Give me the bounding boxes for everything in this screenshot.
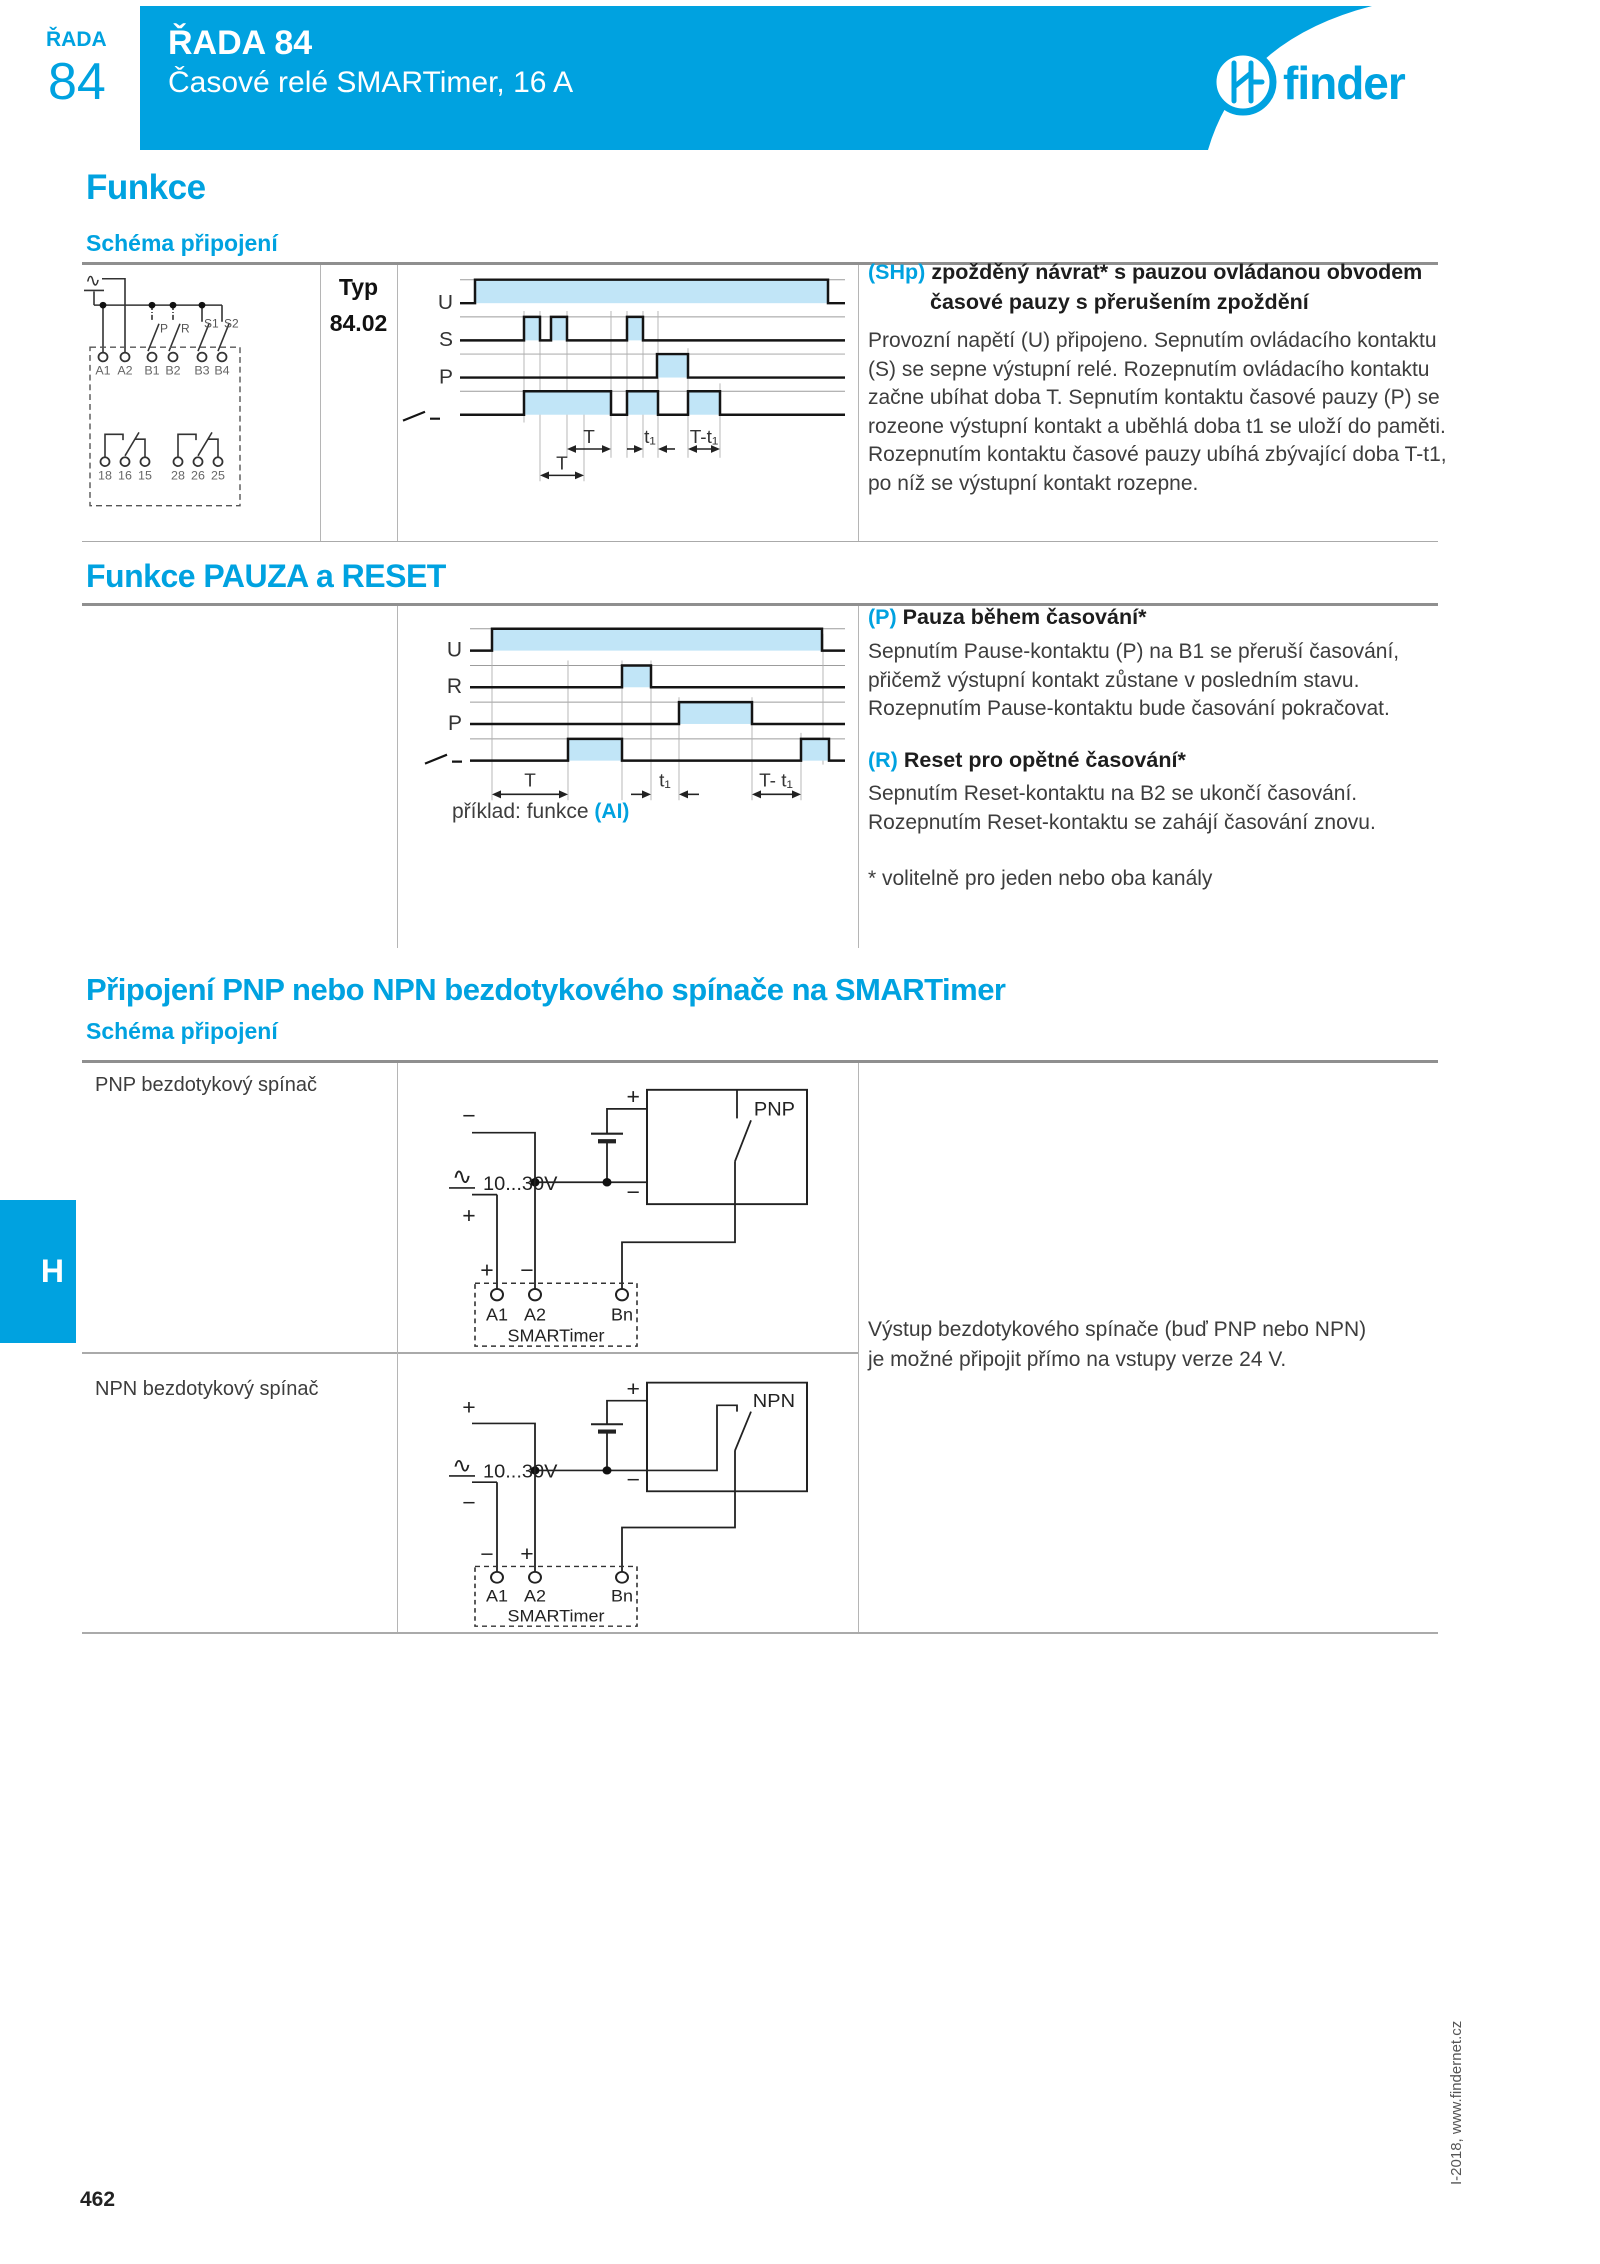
svg-text:B1: B1 <box>144 363 160 378</box>
pnp-row-label: PNP bezdotykový spínač <box>95 1074 317 1096</box>
row-labels <box>447 639 462 735</box>
svg-text:18: 18 <box>98 468 112 483</box>
output-contact-icon <box>403 412 440 421</box>
svg-text:16: 16 <box>118 468 132 483</box>
svg-text:B4: B4 <box>214 363 230 378</box>
terminal-labels <box>486 1587 633 1606</box>
pause-body <box>868 638 1399 724</box>
table1-divider-3 <box>858 265 859 541</box>
svg-text:26: 26 <box>191 468 205 483</box>
finder-logo-text: finder <box>1283 57 1405 109</box>
terminal-labels <box>486 1305 633 1325</box>
reset-heading: (R) Reset pro opětné časování* <box>868 748 1186 772</box>
pnp-npn-note-line2: je možné připojit přímo na vstupy verze 24 V. <box>868 1348 1287 1371</box>
text-line: Rozepnutím kontaktu časové pauzy ubíhá zbývající doba T-t1, <box>868 443 1447 466</box>
reset-body <box>868 780 1376 837</box>
svg-text:U: U <box>446 638 462 662</box>
svg-text:+: + <box>480 1257 494 1283</box>
example-caption: příklad: funkce (AI) <box>452 800 630 823</box>
voltage-label: 10...30V <box>483 1173 558 1195</box>
text-line: po níž se výstupní kontakt rozepne. <box>868 471 1199 495</box>
text-line: rozeone výstupní kontakt a uběhlá doba t1 se uloží do paměti. <box>868 414 1446 438</box>
table3-top-rule <box>82 1060 1438 1063</box>
svg-text:t₁: t₁ <box>659 770 671 792</box>
svg-text:+: + <box>462 1203 476 1229</box>
svg-text:T- t₁: T- t₁ <box>759 770 793 792</box>
svg-text:−: − <box>626 1467 640 1492</box>
svg-text:25: 25 <box>211 468 225 483</box>
table3-bottom-rule <box>82 1632 1438 1634</box>
wiring-schematic <box>82 266 320 539</box>
svg-text:Bn: Bn <box>610 1586 634 1606</box>
table3-divider-2 <box>858 1063 859 1632</box>
svg-text:U: U <box>437 291 453 314</box>
svg-text:P: P <box>448 711 462 735</box>
text-line: začne ubíhat doba T. Sepnutím kontaktu časové pauzy (P) se <box>868 386 1440 409</box>
device-label: SMARTimer <box>507 1325 605 1346</box>
svg-text:−: − <box>462 1103 476 1129</box>
contact-label-p: P <box>160 321 169 336</box>
terminal-circles <box>491 1289 628 1300</box>
typ-value: 84.02 <box>329 310 388 336</box>
dimension-lines <box>544 449 716 475</box>
svg-text:A1: A1 <box>485 1586 509 1606</box>
timing-diagram-shp <box>397 266 858 539</box>
section-title-funkce: Funkce <box>86 168 206 207</box>
npn-row-label: NPN bezdotykový spínač <box>95 1378 319 1400</box>
svg-text:R: R <box>446 675 462 699</box>
ac-source-icon: ∿ <box>452 1452 473 1478</box>
voltage-label: 10...30V <box>483 1462 558 1483</box>
page-number: 462 <box>80 2188 116 2211</box>
text-line: (S) se sepne výstupní relé. Rozepnutím ovládacího kontaktu <box>868 357 1430 381</box>
svg-text:B2: B2 <box>165 363 181 378</box>
sensor-box-label: NPN <box>752 1391 795 1412</box>
text-line: Sepnutím Reset-kontaktu na B2 se ukončí časování. <box>868 782 1358 805</box>
reset-code: (R) <box>868 748 898 772</box>
svg-text:A1: A1 <box>486 1304 508 1325</box>
svg-text:P: P <box>438 365 453 389</box>
svg-text:A2: A2 <box>524 1304 546 1325</box>
section-title-pnp: Připojení PNP nebo NPN bezdotykového spínače na SMARTimer <box>86 972 1006 1007</box>
table3-row-divider <box>82 1352 858 1354</box>
sensor-box-label: PNP <box>753 1098 795 1121</box>
text-line: Sepnutím Pause-kontaktu (P) na B1 se přeruší časování, <box>868 640 1400 663</box>
svg-text:+: + <box>626 1084 640 1109</box>
ac-source-icon: ∿ <box>85 269 101 291</box>
contact-label-s2: S2 <box>224 316 239 331</box>
svg-text:15: 15 <box>138 468 152 483</box>
subtitle-schema-1: Schéma připojení <box>86 230 278 256</box>
text-line: přičemž výstupní kontakt zůstane v posledním stavu. <box>868 668 1360 692</box>
edition-side-note: I-2018, www.findernet.cz <box>1448 2020 1465 2185</box>
text-line: Rozepnutím Pause-kontaktu bude časování pokračovat. <box>868 697 1390 720</box>
svg-text:−: − <box>626 1179 640 1205</box>
pause-code: (P) <box>868 605 897 629</box>
footnote: * volitelně pro jeden nebo oba kanály <box>868 867 1213 890</box>
contact-label-r: R <box>181 321 190 336</box>
waveform-fills <box>492 629 829 761</box>
shp-heading-line2: časové pauzy s přerušením zpoždění <box>930 290 1309 314</box>
shp-heading-line1: (SHp) zpožděný návrat* s pauzou ovládanou obvodem <box>868 260 1423 284</box>
waveform-fills <box>475 280 828 415</box>
pause-heading: (P) Pauza během časování* <box>868 605 1147 629</box>
svg-text:T: T <box>524 770 536 792</box>
npn-circuit-diagram <box>397 1360 858 1628</box>
subtitle-schema-2: Schéma připojení <box>86 1018 278 1044</box>
device-label: SMARTimer <box>507 1606 605 1626</box>
svg-text:B3: B3 <box>194 363 210 378</box>
table1-bottom-rule <box>82 541 1438 542</box>
output-contact-icon <box>425 755 462 764</box>
text-line: Provozní napětí (U) připojeno. Sepnutím ovládacího kontaktu <box>868 329 1437 352</box>
pnp-npn-note-line1: Výstup bezdotykového spínače (buď PNP nebo NPN) <box>868 1318 1367 1341</box>
typ-label: Typ <box>338 274 379 300</box>
shp-body <box>868 327 1447 498</box>
svg-text:A1: A1 <box>95 363 111 378</box>
svg-text:T-t₁: T-t₁ <box>689 426 719 448</box>
svg-text:t₁: t₁ <box>644 426 656 448</box>
svg-text:T: T <box>583 426 595 448</box>
ac-source-icon: ∿ <box>452 1163 473 1190</box>
svg-text:+: + <box>462 1395 476 1420</box>
terminal-labels <box>95 364 229 483</box>
svg-text:−: − <box>480 1542 494 1566</box>
text-line: Rozepnutím Reset-kontaktu se zahájí časování znovu. <box>868 810 1376 834</box>
terminal-circles <box>491 1572 628 1583</box>
svg-text:S: S <box>438 328 453 352</box>
row-labels <box>438 291 453 388</box>
dimension-labels <box>524 770 793 791</box>
finder-logo <box>1213 52 1406 112</box>
example-code: (AI) <box>594 800 630 823</box>
svg-text:28: 28 <box>171 468 185 483</box>
pnp-circuit-diagram <box>397 1066 858 1348</box>
svg-text:+: + <box>520 1542 534 1566</box>
svg-text:A2: A2 <box>117 363 133 378</box>
series-tab-number: 84 <box>48 53 106 111</box>
svg-text:−: − <box>520 1257 534 1283</box>
banner-subtitle: Časové relé SMARTimer, 16 A <box>168 66 574 99</box>
svg-text:−: − <box>462 1490 476 1515</box>
table1-divider-1 <box>320 265 321 541</box>
series-tab-label: ŘADA <box>46 28 107 51</box>
banner-title: ŘADA 84 <box>168 24 313 62</box>
svg-text:+: + <box>626 1377 640 1401</box>
shp-code: (SHp) <box>868 260 926 284</box>
contact-label-s1: S1 <box>204 316 219 331</box>
svg-text:A2: A2 <box>523 1586 547 1606</box>
svg-text:Bn: Bn <box>611 1304 633 1325</box>
svg-text:T: T <box>556 452 568 474</box>
section-title-pauza: Funkce PAUZA a RESET <box>86 558 446 594</box>
timing-diagram-pauza-reset <box>397 606 858 948</box>
chapter-side-tab: H <box>0 1200 76 1343</box>
table2-divider-2 <box>858 606 859 948</box>
